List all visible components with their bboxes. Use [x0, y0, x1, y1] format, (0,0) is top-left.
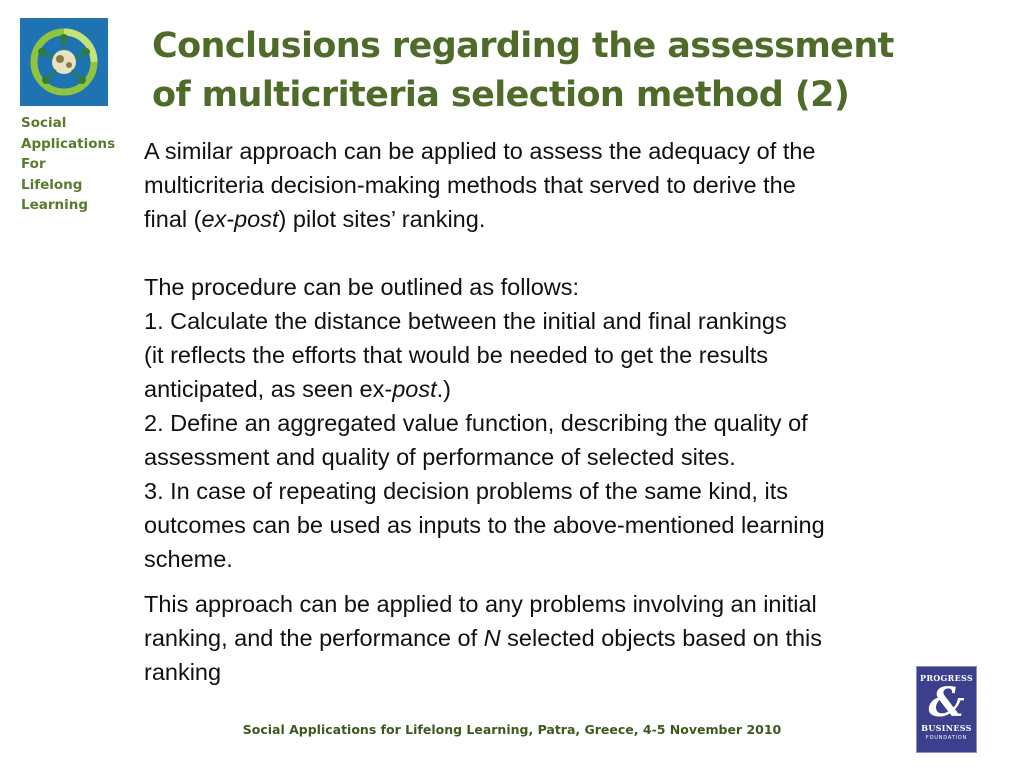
side-label-line: Learning — [21, 197, 89, 213]
text-run: ranking, and the performance of — [144, 625, 484, 651]
slide-title — [152, 22, 1012, 120]
body-line: multicriteria decision-making methods that served to derive the — [144, 172, 796, 198]
slide-title-line: Conclusions regarding the assessment — [152, 26, 894, 66]
text-run: selected objects based on this — [500, 625, 823, 651]
slide-title-line: of multicriteria selection method (2) — [152, 75, 850, 115]
slide-body — [144, 134, 1004, 689]
text-run: anticipated, as seen ex- — [144, 376, 393, 402]
body-line: This approach can be applied to any problems involving an initial — [144, 591, 817, 617]
logo-text: PROGRESS — [920, 673, 973, 683]
italic-text: N — [483, 625, 501, 651]
logo-text: FOUNDATION — [925, 735, 968, 741]
list-item-3: 3. In case of repeating decision problems of the same kind, its — [144, 478, 788, 504]
body-line: outcomes can be used as inputs to the above-mentioned learning — [144, 512, 825, 538]
text-run: .) — [436, 376, 451, 402]
body-line: The procedure can be outlined as follows: — [144, 274, 580, 300]
project-logo-icon — [20, 18, 108, 106]
body-line — [144, 621, 1004, 655]
side-label-line: For — [21, 156, 46, 172]
list-item-1: 1. Calculate the distance between the initial and final rankings — [144, 308, 787, 334]
text-run: ) pilot sites’ ranking. — [278, 206, 486, 232]
logo-text: & — [928, 679, 965, 726]
spacer — [144, 236, 1004, 270]
body-line: assessment and quality of performance of selected sites. — [144, 444, 736, 470]
side-label-line: Lifelong — [21, 176, 83, 193]
body-line — [144, 372, 1004, 406]
progress-business-logo-icon — [916, 666, 977, 753]
spacer — [144, 576, 1004, 587]
slide-footer: Social Applications for Lifelong Learning, Patra, Greece, 4-5 November 2010 — [242, 722, 782, 737]
list-item-2: 2. Define an aggregated value function, describing the quality of — [144, 410, 808, 436]
side-label — [21, 113, 121, 216]
italic-text: post — [392, 376, 437, 402]
text-run: final ( — [144, 206, 202, 232]
side-label-line: Applications — [21, 135, 116, 152]
logo-text: BUSINESS — [921, 723, 972, 733]
body-line: (it reflects the efforts that would be needed to get the results — [144, 342, 768, 368]
body-line: scheme. — [144, 546, 233, 572]
body-line: A similar approach can be applied to assess the adequacy of the — [144, 138, 816, 164]
italic-text: ex-post — [201, 206, 279, 232]
side-label-line: Social — [21, 115, 67, 131]
body-line: ranking — [144, 659, 222, 685]
body-line — [144, 202, 1004, 236]
